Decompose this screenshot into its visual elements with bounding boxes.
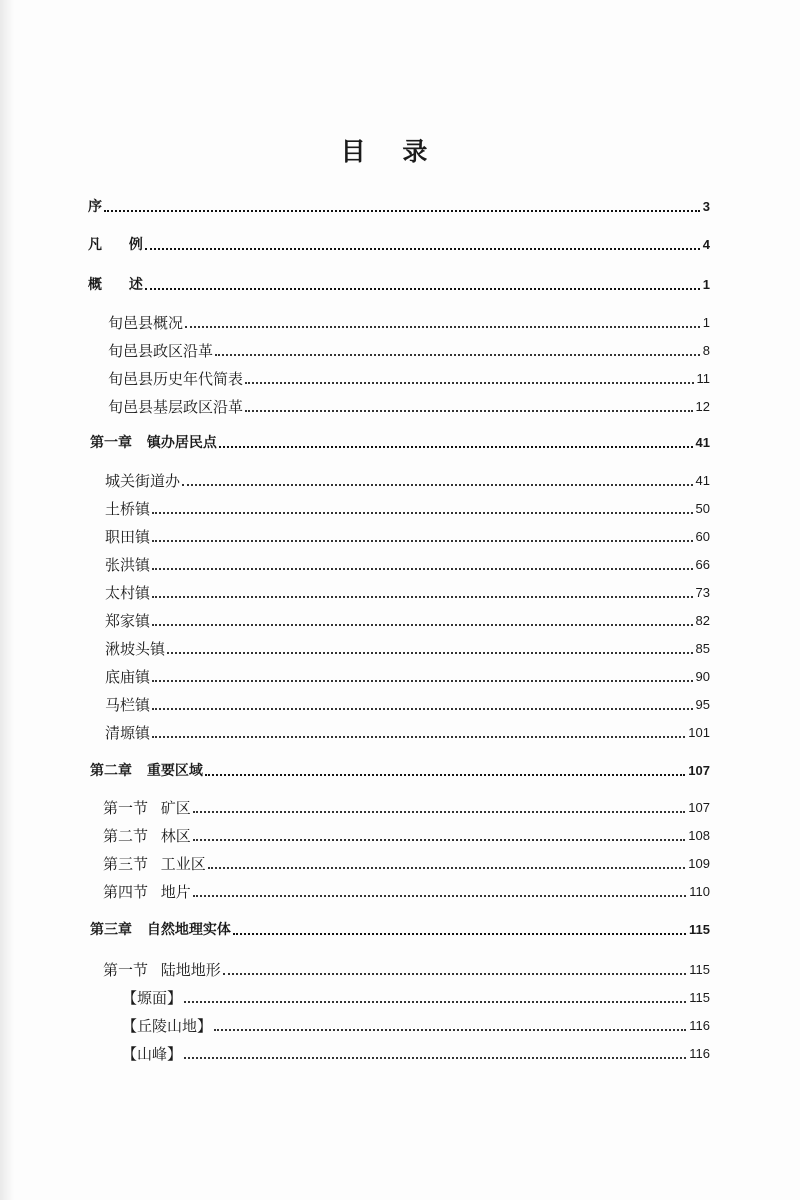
toc-entry-page: 90 (695, 669, 710, 684)
toc-entry-page: 110 (689, 884, 710, 899)
toc-chapter-1 (90, 430, 710, 452)
toc-entry-label: 第一节 陆地地形 (103, 961, 221, 979)
toc-entry-page: 116 (689, 1046, 710, 1061)
dot-leader (245, 382, 693, 384)
toc-entry-label: 序 (88, 199, 102, 215)
toc-entry (122, 1013, 710, 1035)
toc-entry-page: 60 (695, 529, 710, 544)
toc-entry-label: 第一章 镇办居民点 (90, 435, 217, 451)
toc-entry-page: 108 (688, 828, 710, 843)
toc-entry-label: 太村镇 (105, 584, 151, 602)
toc-entry (122, 985, 710, 1007)
dot-leader (152, 568, 693, 570)
page-title: 目 录 (340, 137, 430, 166)
toc-entry-page: 3 (702, 199, 710, 214)
dot-leader (245, 410, 693, 412)
toc-entry (105, 608, 710, 630)
dot-leader (167, 652, 693, 654)
toc-entry (105, 524, 710, 546)
toc-entry-page: 95 (695, 697, 710, 712)
toc-entry-page: 50 (695, 501, 710, 516)
toc-entry-label: 凡 例 (88, 237, 143, 253)
toc-entry-label: 土桥镇 (105, 500, 151, 518)
toc-entry-page: 41 (695, 435, 710, 450)
toc-entry-label: 第三节 工业区 (103, 855, 206, 873)
toc-entry-page: 115 (689, 990, 710, 1005)
toc-chapter-3 (90, 917, 710, 939)
toc-entry-label: 郑家镇 (105, 612, 151, 630)
toc-entry-label: 城关街道办 (105, 472, 181, 490)
toc-entry-page: 107 (688, 763, 710, 778)
dot-leader (152, 512, 693, 514)
toc-entry (103, 957, 710, 979)
toc-entry-page: 82 (695, 613, 710, 628)
dot-leader (152, 736, 685, 738)
dot-leader (184, 1057, 686, 1059)
toc-entry-label: 【丘陵山地】 (122, 1017, 213, 1035)
toc-entry-label: 旬邑县历史年代简表 (108, 370, 244, 388)
dot-leader (214, 1029, 686, 1031)
dot-leader (193, 895, 686, 897)
toc-entry (103, 823, 710, 845)
dot-leader (104, 210, 700, 212)
toc-entry-label: 张洪镇 (105, 556, 151, 574)
toc-entry-page: 85 (695, 641, 710, 656)
toc-entry-label: 第二节 林区 (103, 827, 191, 845)
toc-entry (105, 552, 710, 574)
dot-leader (182, 484, 693, 486)
toc-entry-label: 底庙镇 (105, 668, 151, 686)
dot-leader (208, 867, 686, 869)
toc-entry-label: 马栏镇 (105, 696, 151, 714)
toc-entry-page: 12 (695, 399, 710, 414)
toc-entry-page: 8 (702, 343, 710, 358)
toc-entry-overview (88, 272, 710, 294)
toc-entry (108, 394, 710, 416)
toc-entry-page: 116 (689, 1018, 710, 1033)
dot-leader (215, 354, 700, 356)
toc-entry-page: 115 (689, 962, 710, 977)
dot-leader (185, 326, 700, 328)
dot-leader (152, 708, 693, 710)
toc-entry (105, 496, 710, 518)
toc-entry-page: 66 (695, 557, 710, 572)
dot-leader (152, 680, 693, 682)
dot-leader (152, 596, 693, 598)
dot-leader (219, 446, 693, 448)
toc-entry-page: 73 (695, 585, 710, 600)
toc-entry (108, 310, 710, 332)
dot-leader (184, 1001, 686, 1003)
toc-entry (108, 366, 710, 388)
dot-leader (193, 811, 686, 813)
toc-entry-page: 101 (688, 725, 710, 740)
toc-entry-label: 清塬镇 (105, 724, 151, 742)
toc-entry-label: 湫坡头镇 (105, 640, 166, 658)
toc-entry-label: 第二章 重要区域 (90, 763, 203, 779)
toc-entry-label: 第一节 矿区 (103, 799, 191, 817)
toc-entry-page: 11 (696, 371, 710, 386)
toc-entry (105, 720, 710, 742)
toc-entry (105, 468, 710, 490)
toc-entry-page: 115 (689, 922, 710, 937)
toc-entry-conventions (88, 232, 710, 254)
dot-leader (205, 774, 685, 776)
toc-entry-page: 4 (702, 237, 710, 252)
toc-entry-label: 【山峰】 (122, 1045, 183, 1063)
toc-entry-page: 107 (688, 800, 710, 815)
toc-entry-label: 旬邑县基层政区沿革 (108, 398, 244, 416)
dot-leader (193, 839, 686, 841)
toc-entry-label: 第四节 地片 (103, 883, 191, 901)
dot-leader (145, 288, 700, 290)
toc-entry (105, 636, 710, 658)
dot-leader (152, 624, 693, 626)
toc-entry-label: 概 述 (88, 277, 143, 293)
toc-entry-page: 109 (688, 856, 710, 871)
toc-entry-preface (88, 194, 710, 216)
toc-entry (103, 879, 710, 901)
toc-entry-page: 1 (702, 315, 710, 330)
toc-entry-label: 第三章 自然地理实体 (90, 922, 231, 938)
toc-entry-label: 旬邑县政区沿革 (108, 342, 214, 360)
toc-entry-label: 职田镇 (105, 528, 151, 546)
toc-entry-page: 41 (695, 473, 710, 488)
toc-entry (108, 338, 710, 360)
toc-entry (105, 664, 710, 686)
toc-chapter-2 (90, 758, 710, 780)
dot-leader (233, 933, 686, 935)
dot-leader (152, 540, 693, 542)
toc-entry (105, 580, 710, 602)
toc-entry (103, 851, 710, 873)
toc-entry (122, 1041, 710, 1063)
toc-entry (105, 692, 710, 714)
page-edge-shadow (0, 0, 14, 1200)
toc-entry-label: 【塬面】 (122, 989, 183, 1007)
dot-leader (145, 248, 700, 250)
toc-entry-page: 1 (702, 277, 710, 292)
toc-entry-label: 旬邑县概况 (108, 314, 184, 332)
toc-entry (103, 795, 710, 817)
dot-leader (223, 973, 686, 975)
